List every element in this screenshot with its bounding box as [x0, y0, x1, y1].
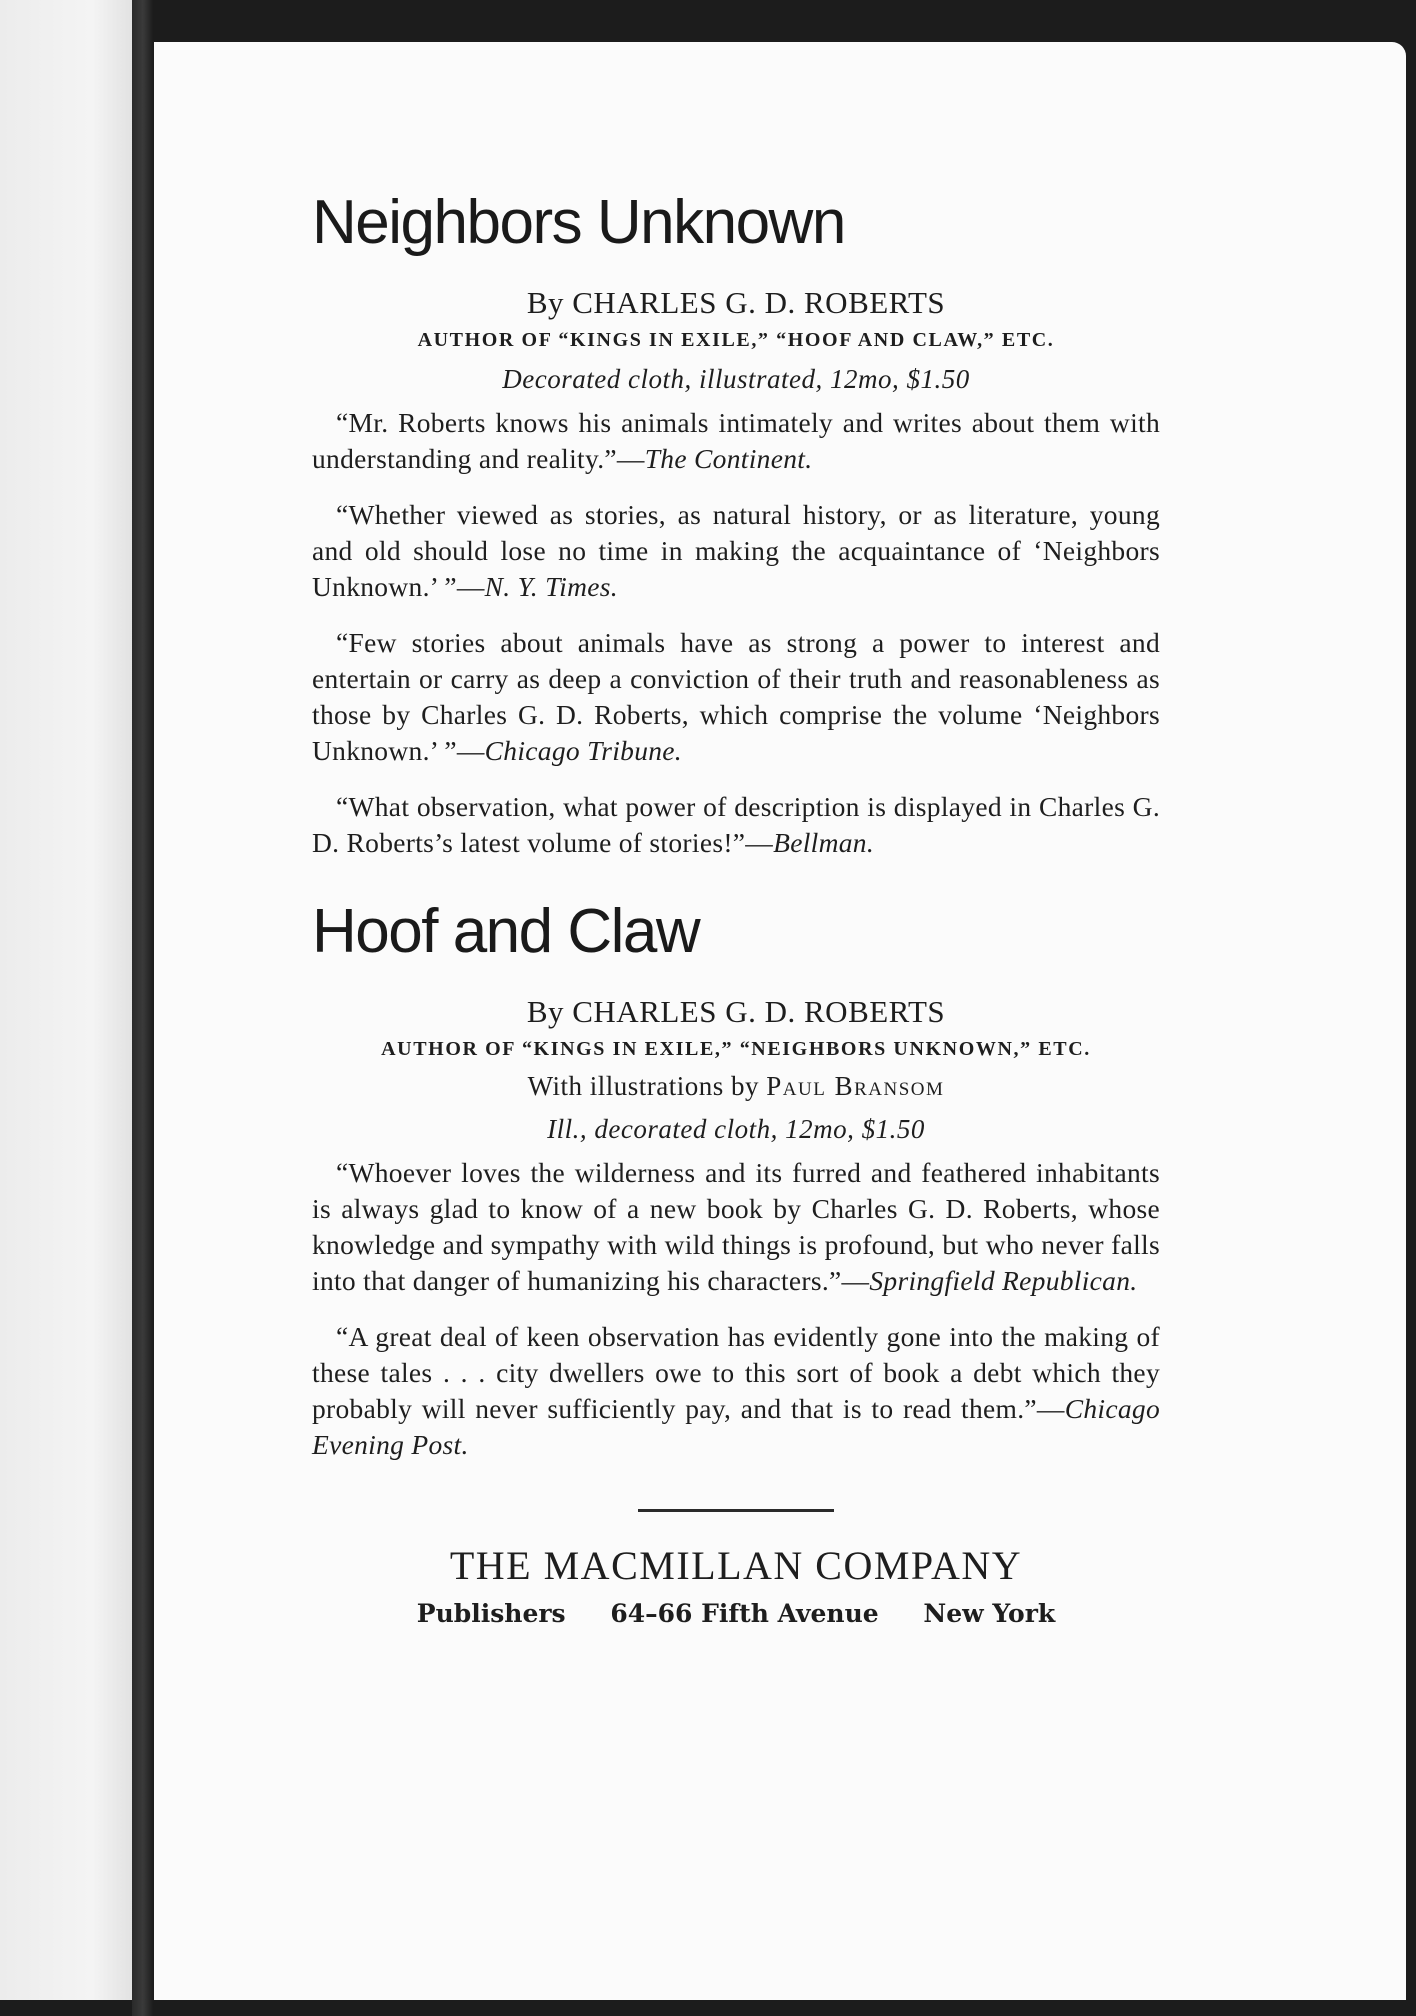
quote-source: Bellman. [773, 827, 875, 859]
byline: By CHARLES G. D. ROBERTS [526, 285, 946, 321]
scan-border [154, 0, 1416, 42]
review-quote [312, 1155, 1160, 1299]
book-title: Neighbors Unknown [312, 188, 845, 257]
quote-source: The Continent. [644, 443, 813, 475]
illustrator-credit [312, 1071, 1160, 1102]
advertisement-content [312, 190, 1160, 1628]
quote-source: Springfield Republican. [869, 1265, 1138, 1297]
quote-source: Chicago Tribune. [484, 735, 682, 767]
book-listing-hoof-and-claw [312, 899, 1160, 1463]
quote-source: N. Y. Times. [484, 571, 618, 603]
publisher-role: Publishers [416, 1599, 566, 1629]
illustrator-name: Paul Bransom [766, 1071, 945, 1102]
publisher-address: 64–66 Fifth Avenue [610, 1599, 879, 1629]
review-quote [312, 497, 1160, 605]
quote-text: “Mr. Roberts knows his animals intimately and writes about them with understanding and reality.”— [312, 407, 1160, 475]
quote-source: Chicago Evening Post. [312, 1393, 1160, 1461]
quote-text: “Whether viewed as stories, as natural history, or as literature, young and old should lose no time in making the acquaintance of ‘Neighbors Unknown.’ ”— [312, 499, 1160, 603]
edition-price: Decorated cloth, illustrated, 12mo, $1.50 [502, 364, 970, 395]
illustrator-prefix: With illustrations by [527, 1071, 760, 1102]
publisher-details [312, 1599, 1160, 1628]
review-quote [312, 1319, 1160, 1463]
quote-text: “A great deal of keen observation has evidently gone into the making of these tales . . . city dwellers owe to this sort of book a debt which they probably will never sufficiently pay, and that is to read them.”— [312, 1321, 1160, 1425]
publisher-city: New York [923, 1599, 1056, 1629]
author-credits: AUTHOR OF “KINGS IN EXILE,” “NEIGHBORS UNKNOWN,” ETC. [381, 1038, 1091, 1061]
quote-text: “Whoever loves the wilderness and its furred and feathered inhabitants is always glad to know of a new book by Charles G. D. Roberts, whose knowledge and sympathy with wild things is profound, but who never falls into that danger of humanizing his characters.”— [312, 1157, 1160, 1297]
divider-rule [638, 1509, 834, 1512]
book-title: Hoof and Claw [312, 897, 700, 967]
author-credits: AUTHOR OF “KINGS IN EXILE,” “HOOF AND CLAW,” ETC. [417, 329, 1055, 352]
quote-text: “Few stories about animals have as strong a power to interest and entertain or carry as deep a conviction of their truth and reasonableness as those by Charles G. D. Roberts, which comprise the volume ‘Neighbors Unknown.’ ”— [312, 627, 1160, 767]
review-quote [312, 405, 1160, 477]
facing-page-edge [0, 0, 132, 2000]
review-quote [312, 625, 1160, 769]
quote-text: “What observation, what power of description is displayed in Charles G. D. Roberts’s latest volume of stories!”— [312, 791, 1160, 859]
book-listing-neighbors-unknown [312, 190, 1160, 861]
publisher-name: THE MACMILLAN COMPANY [449, 1543, 1023, 1589]
edition-price: Ill., decorated cloth, 12mo, $1.50 [547, 1114, 925, 1145]
book-gutter [132, 0, 154, 2016]
review-quote [312, 789, 1160, 861]
byline: By CHARLES G. D. ROBERTS [526, 994, 946, 1030]
